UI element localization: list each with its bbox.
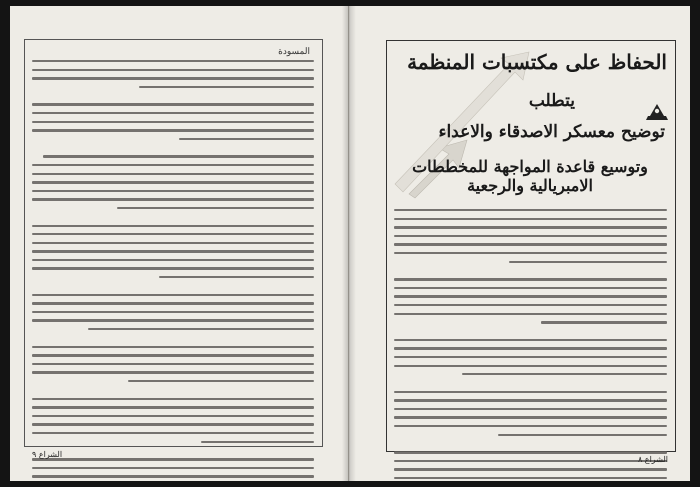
text-line — [394, 266, 667, 275]
text-line — [32, 74, 314, 83]
text-line — [32, 135, 314, 144]
text-line — [394, 448, 667, 457]
text-line — [32, 455, 314, 464]
text-line — [32, 351, 314, 360]
text-line — [394, 258, 667, 267]
text-line — [32, 91, 314, 100]
text-line — [394, 318, 667, 327]
text-line — [32, 360, 314, 369]
text-line — [32, 247, 314, 256]
text-line — [32, 334, 314, 343]
text-line — [32, 264, 314, 273]
text-line — [32, 343, 314, 352]
text-line — [32, 316, 314, 325]
text-line — [32, 420, 314, 429]
text-line — [394, 422, 667, 431]
text-line — [32, 204, 314, 213]
text-line — [32, 273, 314, 282]
text-line — [394, 284, 667, 293]
text-line — [32, 126, 314, 135]
text-line — [32, 152, 314, 161]
left-page-footer: الشراع ٩ — [32, 450, 63, 459]
text-line — [32, 66, 314, 75]
text-line — [394, 474, 667, 481]
text-line — [394, 310, 667, 319]
text-line — [394, 353, 667, 362]
text-line — [32, 446, 314, 455]
right-body-text — [394, 206, 667, 481]
text-line — [394, 439, 667, 448]
text-line — [394, 327, 667, 336]
magazine-spread — [10, 6, 690, 481]
emblem-icon — [644, 100, 670, 124]
title-line-3: توضيح معسكر الاصدقاء والاعداء — [438, 122, 665, 142]
text-line — [32, 282, 314, 291]
text-line — [394, 275, 667, 284]
text-line — [32, 377, 314, 386]
text-line — [32, 109, 314, 118]
text-line — [394, 292, 667, 301]
text-line — [32, 161, 314, 170]
text-line — [32, 403, 314, 412]
text-line — [394, 405, 667, 414]
text-line — [32, 118, 314, 127]
text-line — [394, 413, 667, 422]
text-line — [32, 429, 314, 438]
text-line — [394, 396, 667, 405]
text-line — [394, 240, 667, 249]
text-line — [32, 83, 314, 92]
text-line — [394, 223, 667, 232]
text-line — [32, 48, 314, 57]
text-line — [32, 230, 314, 239]
text-line — [32, 239, 314, 248]
text-line — [394, 379, 667, 388]
text-line — [32, 57, 314, 66]
text-line — [32, 178, 314, 187]
text-line — [394, 431, 667, 440]
text-line — [394, 336, 667, 345]
text-line — [394, 362, 667, 371]
text-line — [394, 206, 667, 215]
section-marker: المسودة — [278, 47, 310, 57]
text-line — [32, 368, 314, 377]
text-line — [394, 344, 667, 353]
text-line — [32, 308, 314, 317]
text-line — [394, 232, 667, 241]
text-line — [394, 465, 667, 474]
right-page-footer: الشراع ٨ — [637, 455, 668, 464]
left-body-text — [32, 48, 314, 481]
text-line — [32, 325, 314, 334]
text-line — [394, 301, 667, 310]
text-line — [32, 213, 314, 222]
title-line-1: الحفاظ على مكتسبات المنظمة — [407, 50, 667, 74]
text-line — [32, 386, 314, 395]
title-line-4: وتوسيع قاعدة المواجهة للمخططات الامبريالية والرجعية — [412, 157, 648, 195]
text-line — [32, 187, 314, 196]
text-line — [32, 291, 314, 300]
text-line — [394, 457, 667, 466]
text-line — [394, 370, 667, 379]
text-line — [32, 299, 314, 308]
right-page — [349, 6, 690, 481]
text-line — [32, 472, 314, 481]
book-gutter — [342, 6, 356, 481]
text-line — [32, 222, 314, 231]
text-line — [394, 388, 667, 397]
left-page — [10, 6, 349, 481]
text-line — [32, 170, 314, 179]
text-line — [394, 249, 667, 258]
text-line — [32, 438, 314, 447]
text-line — [32, 464, 314, 473]
text-line — [32, 395, 314, 404]
text-line — [32, 195, 314, 204]
text-line — [32, 100, 314, 109]
text-line — [32, 412, 314, 421]
title-line-2: يتطلب — [528, 91, 575, 111]
text-line — [32, 143, 314, 152]
text-line — [394, 215, 667, 224]
article-title-block — [389, 44, 671, 204]
text-line — [32, 256, 314, 265]
